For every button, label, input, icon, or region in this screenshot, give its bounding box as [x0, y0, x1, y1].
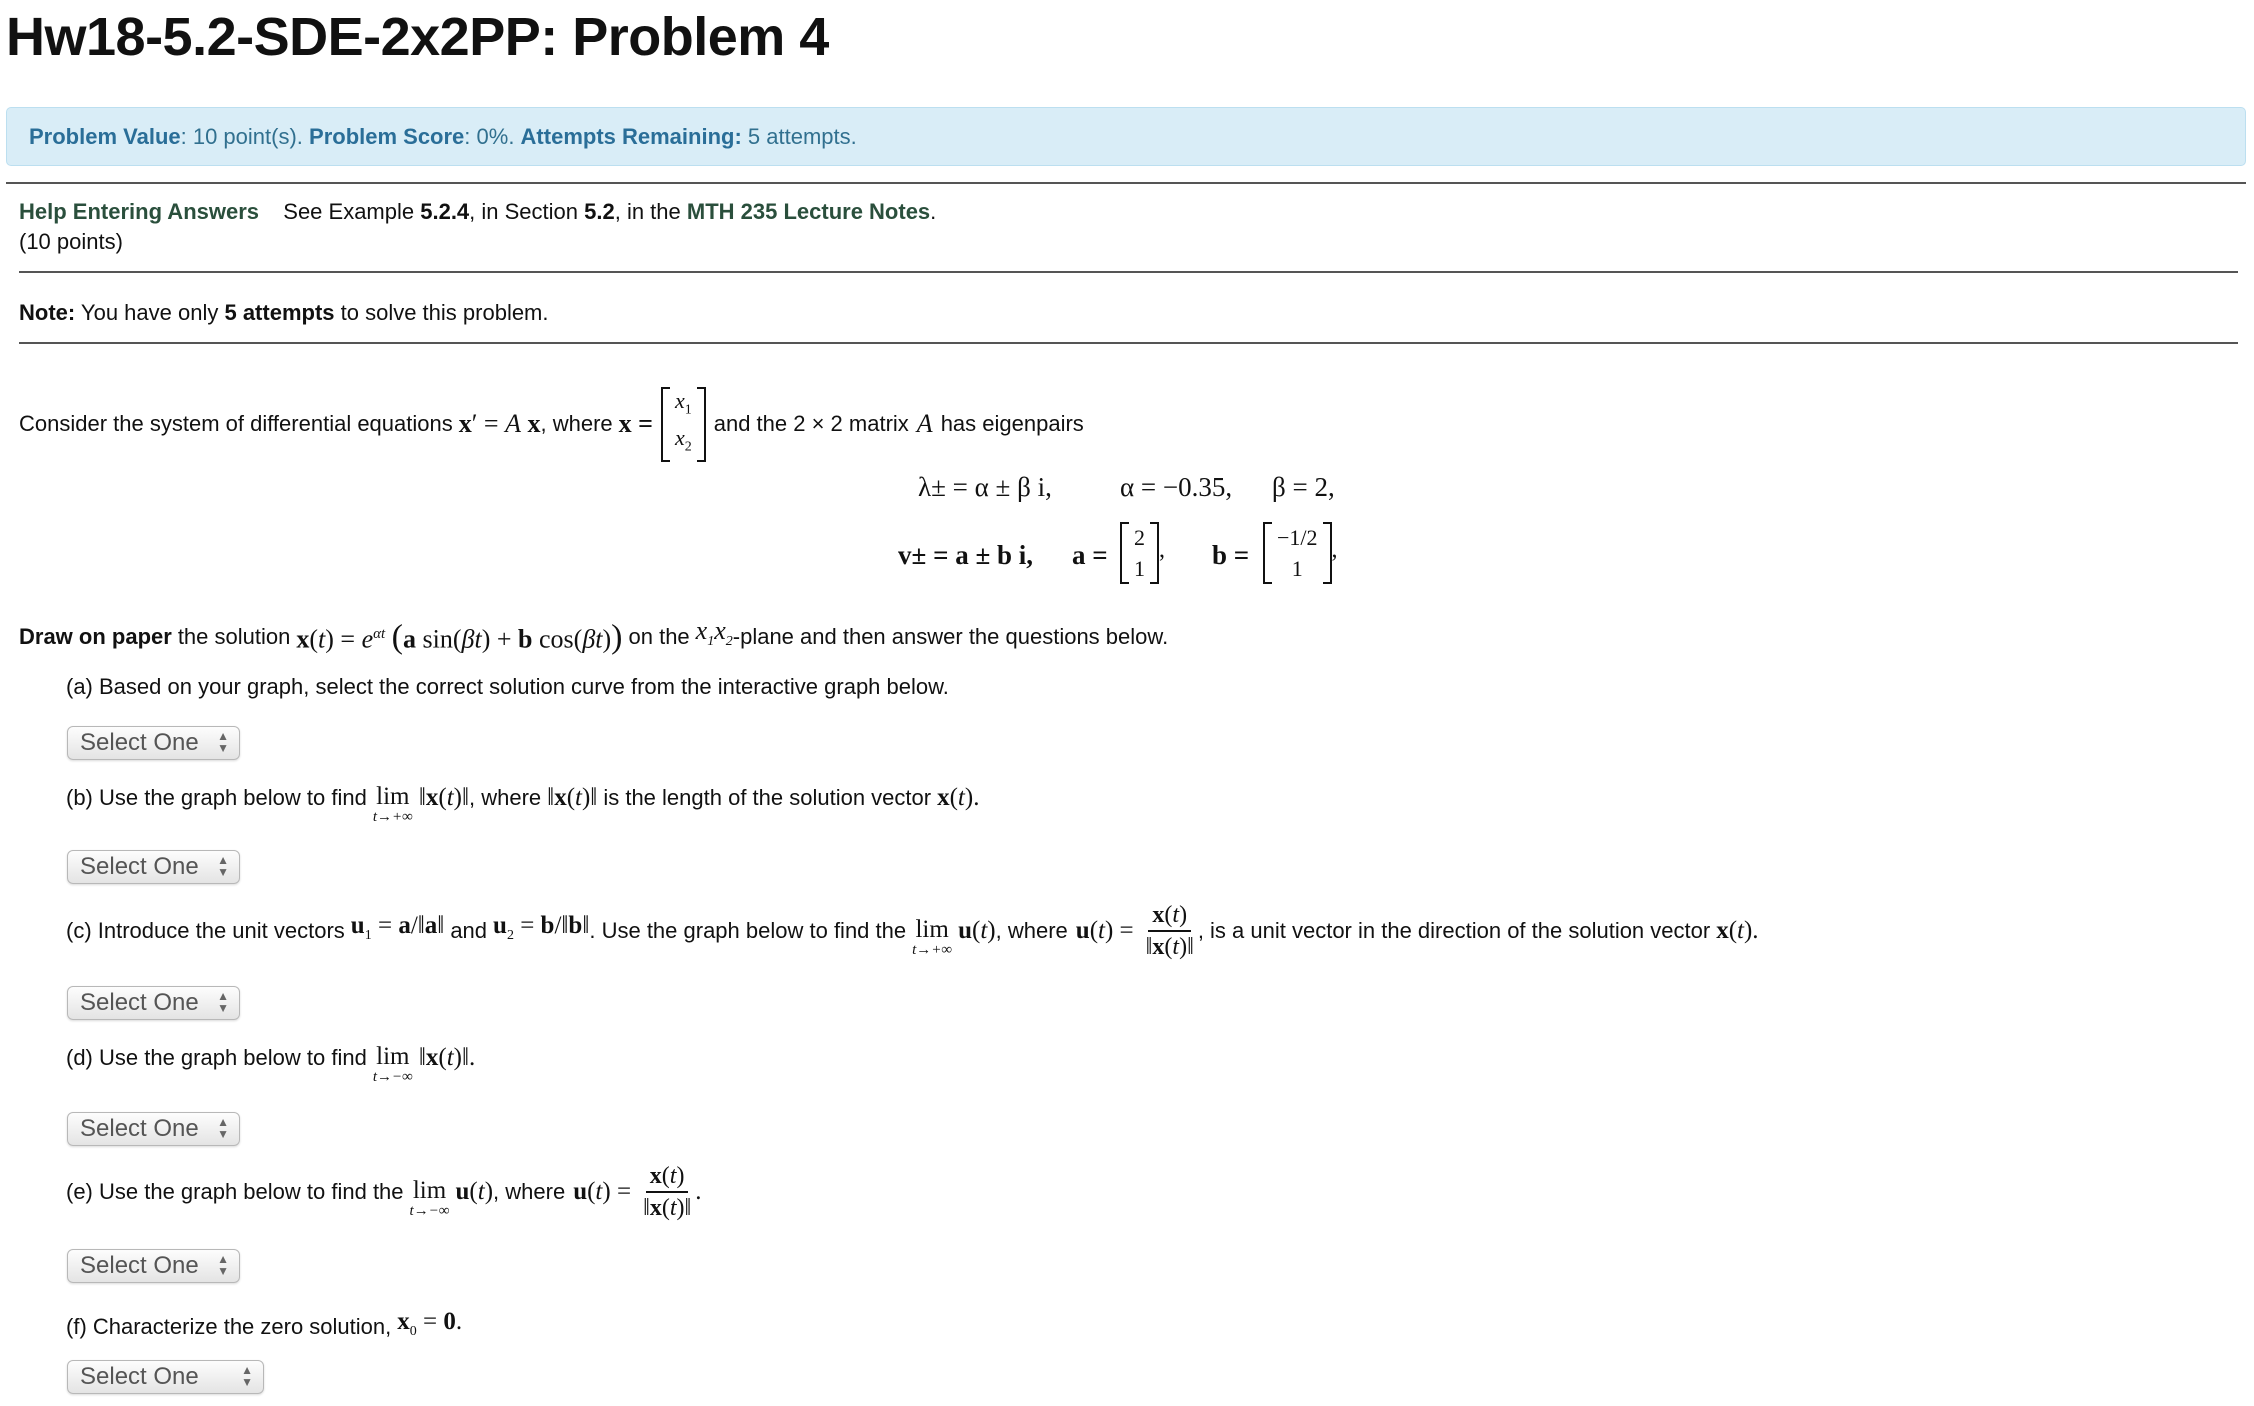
e-where: , where	[493, 1179, 566, 1204]
lecture-notes-link[interactable]: MTH 235 Lecture Notes	[686, 199, 931, 224]
question-a: (a) Based on your graph, select the correct solution curve from the interactive graph below.	[66, 674, 949, 699]
c-lim-word: lim	[915, 916, 949, 943]
d-limit	[373, 1044, 413, 1084]
x-vector-label: x =	[618, 409, 653, 439]
select-d-value: Select One	[80, 1115, 199, 1142]
problem-intro	[19, 387, 1084, 462]
c-vector: x(t).	[1716, 917, 1759, 944]
e-lim-word: lim	[412, 1177, 447, 1204]
select-e-value: Select One	[80, 1252, 199, 1279]
attempts-remaining-text: 5 attempts.	[741, 124, 857, 149]
question-c	[66, 902, 1759, 960]
select-b-value: Select One	[80, 853, 199, 880]
b-lim-word: lim	[376, 783, 410, 810]
intro-where: , where	[540, 411, 613, 437]
eigenvalue-line	[918, 472, 1052, 503]
a-bottom-entry: 1	[1134, 556, 1145, 581]
b-vector: −1/2 1 ,	[1263, 522, 1338, 584]
select-f-value: Select One	[80, 1363, 199, 1390]
x1x2-plane: $x_1x_2$	[695, 616, 733, 650]
x1-entry: x	[674, 388, 685, 413]
b-top-entry: −1/2	[1277, 525, 1318, 550]
updown-arrows-icon: ▲ ▼	[241, 1363, 253, 1389]
lambda-equation: λ± = α ± β i,	[918, 472, 1052, 502]
c-use: . Use the graph below to find the	[589, 918, 907, 943]
a-top-entry: 2	[1134, 525, 1145, 550]
select-d[interactable]	[67, 1112, 240, 1146]
c-pre: (c) Introduce the unit vectors	[66, 918, 345, 943]
draw-pre: the solution	[177, 623, 291, 649]
e-lim-sub: t→−∞	[409, 1203, 450, 1219]
u2-def: $u_2$ = b/‖b‖	[493, 912, 590, 943]
help-in-section-text: , in Section	[469, 199, 585, 224]
help-in-the-text: , in the	[614, 199, 687, 224]
divider-top	[6, 182, 2246, 184]
select-a[interactable]	[67, 726, 240, 760]
c-limit	[912, 917, 952, 957]
help-period: .	[930, 199, 937, 224]
select-c-value: Select One	[80, 989, 199, 1016]
c-u-def: u(t) =	[1075, 917, 1134, 944]
help-entering-answers-link[interactable]: Help Entering Answers	[19, 199, 260, 224]
c-post: , is a unit vector in the direction of the solution vector	[1197, 918, 1711, 943]
e-pre: (e) Use the graph below to find the	[66, 1179, 404, 1204]
matrix-a-label: A	[916, 409, 933, 439]
note-pre: You have only	[75, 300, 225, 325]
draw-on-paper-label: Draw on paper	[19, 623, 172, 649]
f-pre: (f) Characterize the zero solution,	[66, 1314, 392, 1339]
draw-instruction	[19, 617, 1168, 656]
note-post: to solve this problem.	[334, 300, 549, 325]
attempts-remaining-label: Attempts Remaining:	[520, 124, 742, 149]
b-vector: x(t).	[937, 784, 980, 811]
note-attempts: 5 attempts	[224, 300, 335, 325]
c-and: and	[450, 918, 488, 943]
beta-value: β = 2,	[1272, 472, 1335, 502]
intro-text: Consider the system of differential equations	[19, 411, 453, 437]
b-label: b =	[1212, 540, 1250, 570]
divider-note	[19, 342, 2238, 344]
intro-post: and the 2 × 2 matrix	[713, 411, 909, 437]
select-a-value: Select One	[80, 729, 199, 756]
d-pre: (d) Use the graph below to find	[66, 1045, 367, 1070]
a-vector: 2 1 ,	[1120, 522, 1165, 584]
a-label: a =	[1072, 540, 1108, 570]
x-vector-matrix: $x_1$ $x_2$	[661, 387, 706, 462]
question-d	[66, 1044, 475, 1084]
d-lim-word: lim	[376, 1043, 410, 1070]
problem-value-text: : 10 point(s).	[180, 124, 310, 149]
x2-entry: x	[674, 425, 685, 451]
e-fraction: $\frac{x(t)}{‖x(t)‖}$	[643, 1163, 692, 1221]
points-text: (10 points)	[19, 229, 123, 254]
b-post: is the length of the solution vector	[603, 785, 932, 810]
help-line	[19, 198, 936, 226]
eigenvector-equation: v± = a ± b i,	[898, 540, 1034, 570]
updown-arrows-icon: ▲ ▼	[217, 1115, 229, 1141]
b-lim-sub: t→+∞	[372, 809, 413, 825]
draw-plane-text: -plane and then answer the questions below.	[732, 623, 1169, 649]
b-limit	[373, 784, 413, 824]
section-number: 5.2	[584, 199, 615, 224]
alpha-value: α = −0.35,	[1120, 472, 1233, 502]
help-see-text: See Example	[283, 199, 421, 224]
page-title: Hw18-5.2-SDE-2x2PP: Problem 4	[6, 7, 829, 67]
problem-score-box	[6, 107, 2246, 166]
e-u-def: u(t) =	[573, 1178, 632, 1205]
question-e: (e) Use the graph below to find the lim t→−∞ u(t) , where u(t) = $\frac{x(t)}{‖x(t)‖}$ .	[66, 1163, 702, 1221]
solution-formula: $x(t) = e^{\alpha t}$ (a sin(βt) + b cos(βt))	[296, 618, 623, 656]
select-f[interactable]	[67, 1360, 264, 1394]
c-u-of-t: u(t)	[958, 917, 996, 944]
problem-score-text: : 0%.	[464, 124, 521, 149]
updown-arrows-icon: ▲ ▼	[217, 729, 229, 755]
c-lim-sub: t→+∞	[912, 942, 953, 958]
select-c[interactable]	[67, 986, 240, 1020]
updown-arrows-icon: ▲ ▼	[217, 853, 229, 879]
problem-value-label: Problem Value	[29, 124, 181, 149]
note-label: Note:	[19, 300, 76, 325]
select-e[interactable]	[67, 1249, 240, 1283]
question-f	[66, 1308, 462, 1346]
zero-solution: $x_0 = 0$.	[397, 1308, 463, 1339]
updown-arrows-icon: ▲ ▼	[217, 1252, 229, 1278]
c-fraction: $\frac{x(t)}{‖x(t)‖}$	[1145, 902, 1194, 960]
e-u-of-t: u(t)	[455, 1178, 494, 1205]
draw-post: on the	[628, 623, 690, 649]
problem-score-label: Problem Score	[309, 124, 465, 149]
updown-arrows-icon: ▲ ▼	[217, 989, 229, 1015]
select-b[interactable]	[67, 850, 240, 884]
b-mid: , where	[469, 785, 542, 810]
system-equation: x′ = A x	[458, 409, 541, 439]
divider-help	[19, 271, 2238, 273]
b-pre: (b) Use the graph below to find	[66, 785, 367, 810]
question-b	[66, 784, 979, 824]
b-bottom-entry: 1	[1291, 556, 1303, 581]
b-norm: ‖x(t)‖	[418, 784, 469, 811]
example-number: 5.2.4	[420, 199, 470, 224]
attempts-note	[19, 299, 549, 327]
e-limit	[410, 1178, 450, 1218]
intro-end: has eigenpairs	[940, 411, 1084, 437]
c-where: , where	[995, 918, 1068, 943]
d-lim-sub: t→−∞	[372, 1069, 413, 1085]
b-norm-2: ‖x(t)‖	[547, 784, 598, 811]
u1-def: $u_1$ = a/‖a‖	[350, 912, 445, 943]
d-norm: ‖x(t)‖.	[418, 1044, 476, 1071]
